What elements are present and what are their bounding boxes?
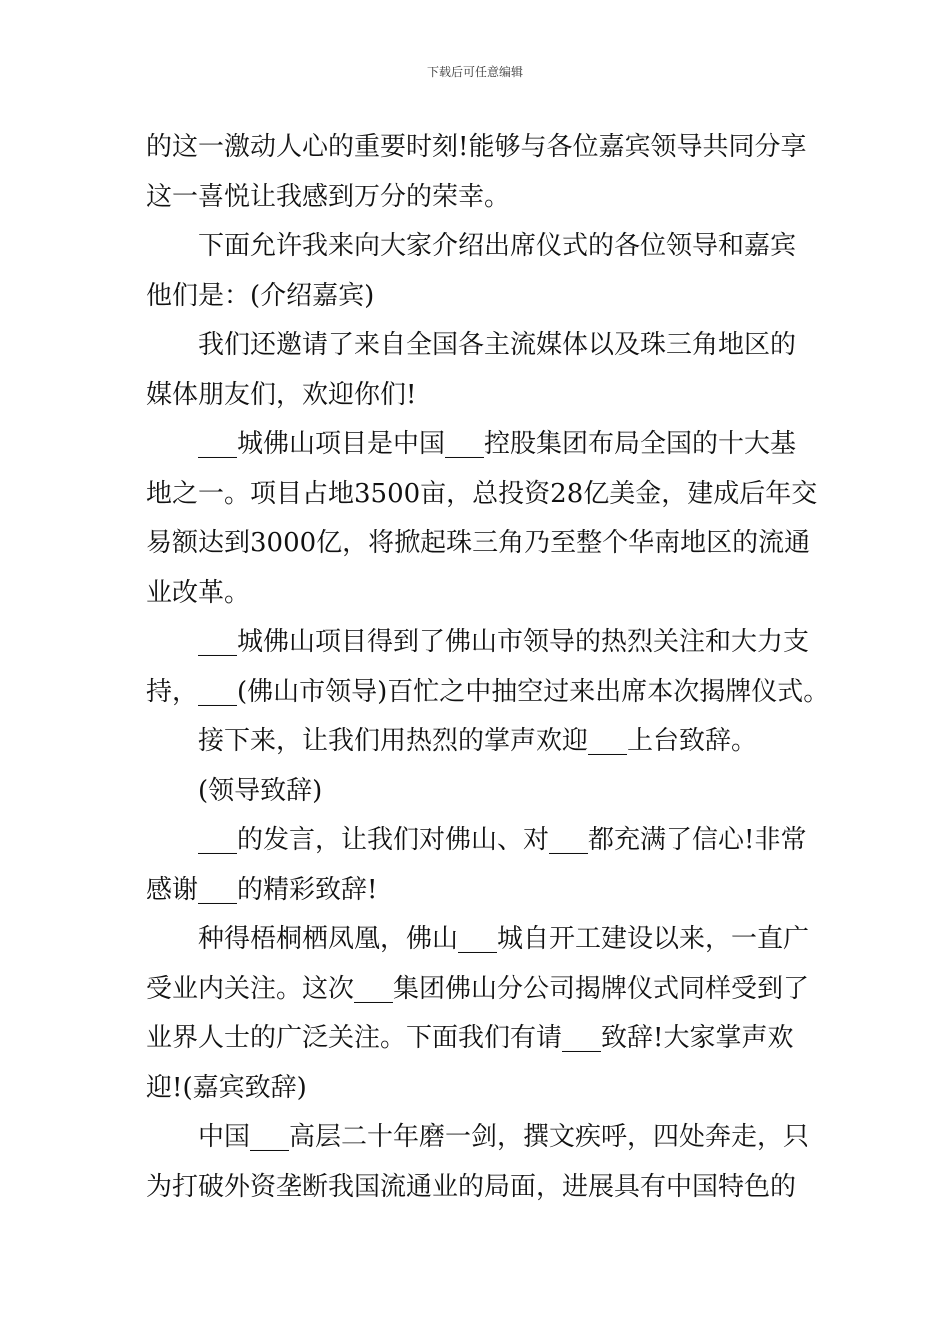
paragraph-line: 下面允许我来向大家介绍出席仪式的各位领导和嘉宾: [198, 231, 797, 261]
paragraph-line: 业改革。: [146, 577, 251, 608]
document-paragraph: [146, 1113, 818, 1212]
paragraph-line: 我们还邀请了来自全国各主流媒体以及珠三角地区的: [198, 330, 797, 360]
paragraph-line: 媒体朋友们，欢迎你们!: [146, 379, 417, 410]
document-paragraph: [146, 816, 818, 915]
paragraph-line: 中国___高层二十年磨一剑，撰文疾呼，四处奔走，只: [198, 1122, 810, 1152]
paragraph-line: 易额达到3000亿，将掀起珠三角乃至整个华南地区的流通: [146, 528, 811, 558]
document-paragraph: [146, 915, 818, 1113]
paragraph-line: 地之一。项目占地3500亩，总投资28亿美金，建成后年交: [146, 478, 818, 509]
paragraph-line: 的这一激动人心的重要时刻!能够与各位嘉宾领导共同分享: [146, 132, 807, 162]
paragraph-line: 接下来，让我们用热烈的掌声欢迎___上台致辞。: [198, 726, 758, 756]
paragraph-line: (领导致辞): [198, 775, 323, 806]
paragraph-line: 持，___(佛山市领导)百忙之中抽空过来出席本次揭牌仪式。: [146, 676, 830, 707]
paragraph-line: 迎!(嘉宾致辞): [146, 1072, 307, 1103]
paragraph-line: 业界人士的广泛关注。下面我们有请___致辞!大家掌声欢: [146, 1023, 794, 1053]
paragraph-line: ___城佛山项目是中国___控股集团布局全国的十大基: [198, 429, 797, 459]
page-header: 下载后可任意编辑: [426, 65, 523, 79]
document-paragraph: [146, 767, 818, 817]
paragraph-line: 为打破外资垄断我国流通业的局面，进展具有中国特色的: [146, 1171, 797, 1202]
paragraph-line: ___城佛山项目得到了佛山市领导的热烈关注和大力支: [198, 627, 810, 657]
paragraph-line: ___的发言，让我们对佛山、对___都充满了信心!非常: [198, 825, 807, 855]
document-paragraph: [146, 420, 818, 618]
paragraph-line: 这一喜悦让我感到万分的荣幸。: [146, 181, 511, 212]
document-paragraph: [146, 618, 830, 717]
document-paragraph: [146, 123, 818, 222]
document-paragraph: [146, 717, 818, 767]
document-paragraph: [146, 222, 818, 321]
paragraph-line: 他们是：(介绍嘉宾): [146, 280, 375, 311]
document-body: [146, 123, 830, 1212]
document-paragraph: [146, 321, 818, 420]
paragraph-line: 种得梧桐栖凤凰，佛山___城自开工建设以来，一直广: [198, 924, 810, 954]
paragraph-line: 感谢___的精彩致辞!: [146, 874, 378, 905]
paragraph-line: 受业内关注。这次___集团佛山分公司揭牌仪式同样受到了: [146, 973, 810, 1004]
